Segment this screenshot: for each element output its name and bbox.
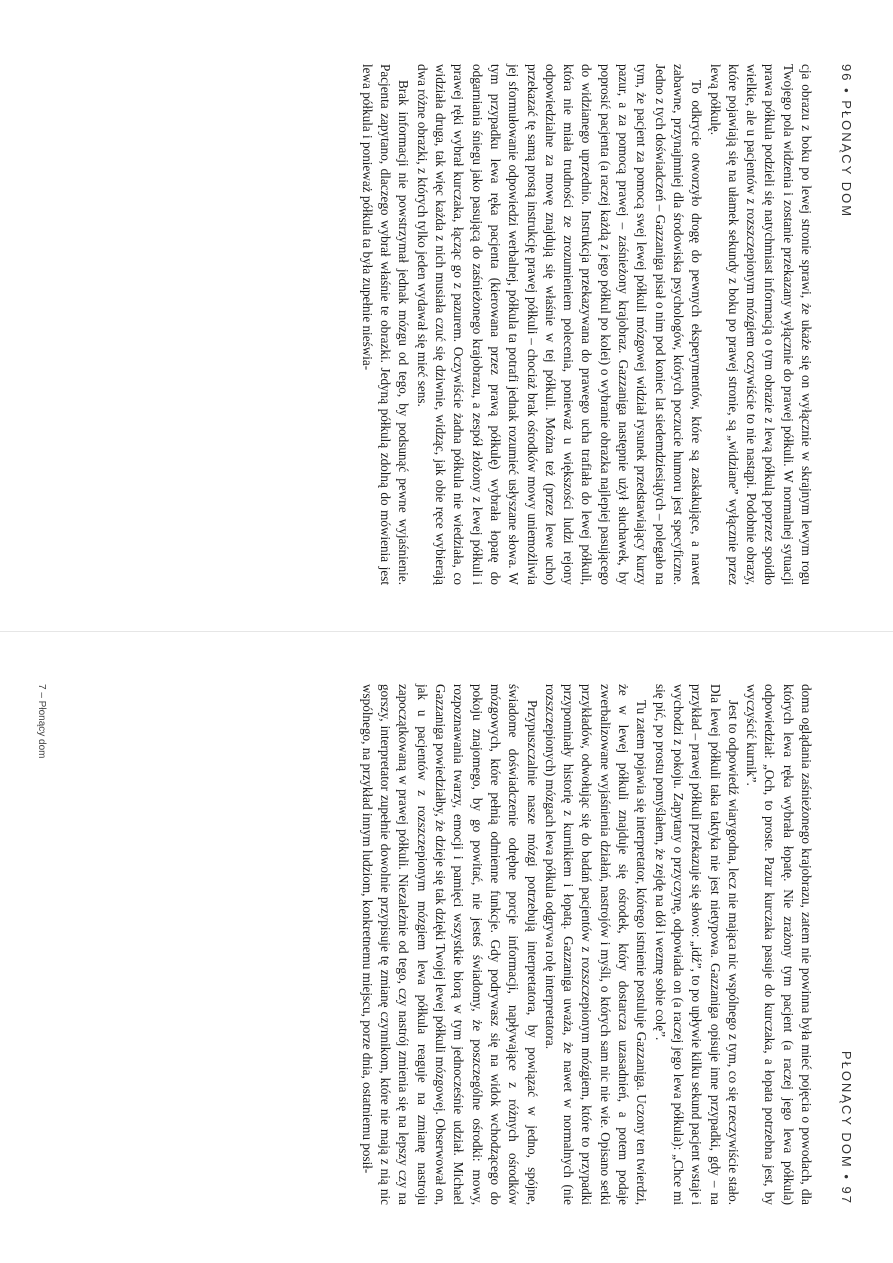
left-page-text bbox=[358, 64, 815, 585]
paragraph: To odkrycie otworzyło drogę do pewnych eksperymentów, które są zaskakujące, a nawet zabawne, przynajmniej dla środowiska psychologów, których poczucie humoru jest specyficzne. Jedno z tych doświadczeń – Gazzaniga pisał o nim pod koniec lat siedemdziesiątych – polegało na tym, że pacjent za pomocą swej lewej półkuli mózgowej widział rysunek przedstawiający kurzy pazur, a za pomocą prawej – zaśnieżony krajobraz. Gazzaniga następnie użył słuchawek, by poprosić pacjenta (a raczej każdą z jego półkul po kolei) o wybranie obrazka najlepiej pasującego do widzianego uprzednio. Instrukcja przekazywana do prawego ucha trafiała do lewej półkuli, która nie miała trudności ze zrozumieniem polecenia, ponieważ u większości ludzi rejony odpowiedzialne za mowę znajdują się właśnie w tej półkuli. Można też (przez lewe ucho) przekazać tę samą prostą instrukcję prawej półkuli – chociaż brak ośrodków mowy uniemożliwia jej sformułowanie odpowiedzi werbalnej, półkula ta potrafi jednak rozumieć usłyszane słowa. W tym przypadku lewa ręka pacjenta (kierowana przez prawą półkulę) wybrała łopatę do odgarniania śniegu jako pasującą do zaśnieżonego krajobrazu, a zespół złożony z lewej półkuli i prawej ręki wybrał kurczaka, łącząc go z pazurem. Oczywiście żadna półkula nie wiedziała, co widziała druga, tak więc każda z nich musiała czuć się dziwnie, widząc, jak obie ręce wybierają dwa różne obrazki, z których tylko jeden wydawał się mieć sens. bbox=[414, 64, 705, 585]
paragraph: Przypuszczalnie nasze mózgi potrzebują interpretatora, by powiązać w jedno, spójne, świadome doświadczenie odrębne porcje informacji, napływające z różnych ośrodków mózgowych, które pełnią odmienne funkcje. Gdy podrywasz się na widok wchodzącego do pokoju znajomego, by go powitać, nie jesteś świadomy, że poszczególne ośrodki: mowy, rozpoznawania twarzy, emocji i pamięci wszystkie biorą w tym jednocześnie udział. Michael Gazzaniga powiedziałby, że dzieje się tak dzięki Twojej lewej półkuli mózgowej. Obserwował on, jak u pacjentów z rozszczepionym mózgiem lewa półkula reaguje na zmianę nastroju zapoczątkowaną w prawej półkuli. Niezależnie od tego, czy nastrój zmienia się na lepszy czy na gorszy, interpretator zupełnie dowolnie przypisuje tę zmianę czynnikom, które nie mają z nią nic wspólnego, na przykład innym ludziom, konkretnemu miejscu, porze dnia, ostatniemu posił- bbox=[359, 684, 540, 1205]
paragraph: Tu zatem pojawia się interpretator, którego istnienie postuluje Gazzaniga. Uczony ten twierdzi, że w lewej półkuli znajduje się ośrodek, który dostarcza uzasadnień, a potem podaje zwerbalizowane wyjaśnienia działań, nastrojów i myśli, o których sam nic nie wie. Opisano setki przykładów, odwołując się do badań pacjentów z rozszczepionym mózgiem, które to przypadki przypominały historię z kurnikiem i łopatą. Gazzaniga uważa, że nawet w normalnych (nie rozszczepionych) mózgach lewa półkula odgrywa rolę interpretatora. bbox=[542, 684, 650, 1205]
paragraph: doma oglądania zaśnieżonego krajobrazu, zatem nie powinna była mieć pojęcia o powodach, dla których lewa ręka wybrała łopatę. Nie zrażony tym pacjent (a raczej jego lewa półkula) odpowiedział: „Och, to proste. Pazur kurczaka pasuje do kurczaka, a łopata potrzebna jest, by wyczyścić kurnik”. bbox=[744, 684, 814, 1205]
paragraph: Jest to odpowiedź wiarygodna, lecz nie mająca nic wspólnego z tym, co się rzeczywiście stało. Dla lewej półkuli taka taktyka nie jest nietypowa. Gazzaniga opisuje inne przypadki, gdy – na przykład – prawej półkuli przekazuje się słowo: „idź”, to po upływie kilku sekund pacjent wstaje i wychodzi z pokoju. Zapytany o przyczynę, odpowiada on (a raczej jego lewa półkula): „Chce mi się pić, po prostu pomyślałem, że zejdę na dół i wezmę sobie colę”. bbox=[652, 684, 741, 1205]
running-head-right: PŁONĄCY DOM • 97 bbox=[839, 1050, 854, 1205]
running-head-left: 96 • PŁONĄCY DOM bbox=[839, 64, 854, 219]
right-page-text bbox=[358, 684, 815, 1205]
paragraph: cja obrazu z boku po lewej stronie sprawi, że ukaże się on wyłącznie w skrajnym lewym rogu Twojego pola widzenia i zostanie przekazany wyłącznie do prawej półkuli. W normalnej sytuacji prawa półkula podzieli się natychmiast informacją o tym obrazie z lewą półkulą poprzez spoidło wielkie, ale u pacjentów z rozszczepionym mózgiem oczywiście to nie nastąpi. Podobnie obrazy, które pojawiają się na ułamek sekundy z boku po prawej stronie, są „widziane” wyłącznie przez lewą półkulę. bbox=[707, 64, 814, 585]
paragraph: Brak informacji nie powstrzymał jednak mózgu od tego, by podsunąć pewne wyjaśnienie. Pacjenta zapytano, dlaczego wybrał właśnie te obrazki. Jedyną półkulą zdolną do mówienia jest lewa półkula i ponieważ półkula ta była zupełnie nieświa- bbox=[359, 64, 412, 585]
left-page bbox=[0, 0, 893, 631]
footer-note: 7 – Płonący dom bbox=[36, 684, 47, 759]
right-page bbox=[0, 632, 893, 1263]
